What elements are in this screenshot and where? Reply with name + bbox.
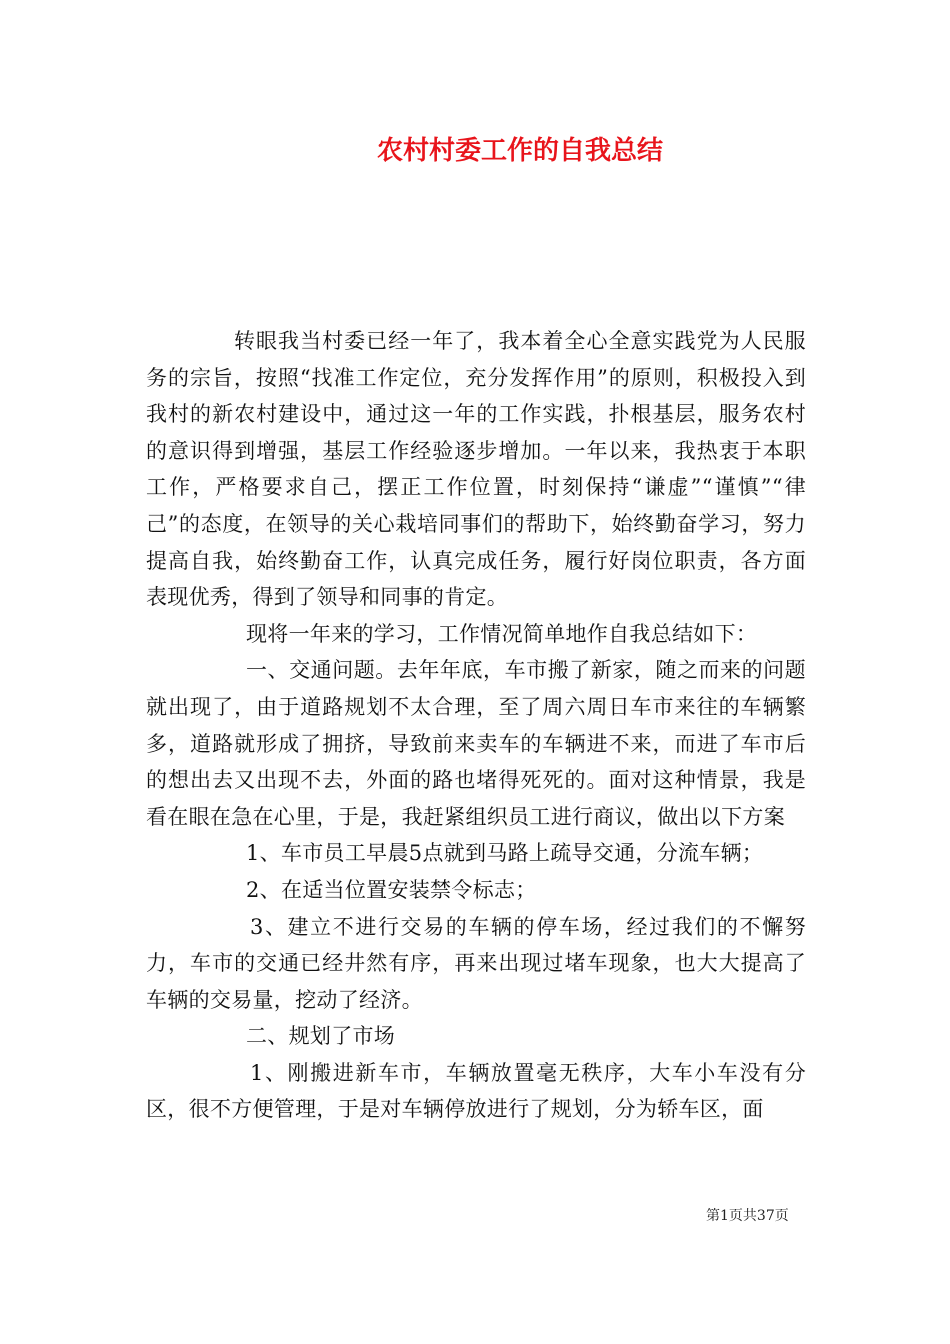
paragraph-summary-lead: 现将一年来的学习，工作情况简单地作自我总结如下： bbox=[246, 621, 758, 646]
document-body bbox=[146, 323, 806, 1128]
paragraph-traffic-issue: 一、交通问题。去年年底，车市搬了新家，随之而来的问题就出现了，由于道路规划不太合理，至了周六周日车市来往的车辆繁多，道路就形成了拥挤，导致前来卖车的车辆进不来，而进了车市后的想出去又出现不去，外面的路也堵得死死的。面对这种情景，我是看在眼在急在心里，于是，我赶紧组织员工进行商议，做出以下方案 bbox=[146, 658, 806, 829]
paragraph-plan-item-2: 2、在适当位置安装禁令标志； bbox=[246, 877, 537, 902]
page-number: 第1页共37页 bbox=[706, 1208, 789, 1224]
paragraph-section-two-heading: 二、规划了市场 bbox=[246, 1024, 396, 1049]
paragraph-market-item-1: 1、刚搬进新车市，车辆放置毫无秩序，大车小车没有分区，很不方便管理，于是对车辆停放进行了规划，分为轿车区，面 bbox=[146, 1060, 806, 1122]
paragraph-plan-item-3: 3、建立不进行交易的车辆的停车场，经过我们的不懈努力，车市的交通已经井然有序，再来出现过堵车现象，也大大提高了车辆的交易量，挖动了经济。 bbox=[146, 914, 806, 1012]
document-title: 农村村委工作的自我总结 bbox=[376, 136, 663, 166]
paragraph-plan-item-1: 1、车市员工早晨5点就到马路上疏导交通，分流车辆； bbox=[246, 841, 764, 866]
paragraph-intro: 转眼我当村委已经一年了，我本着全心全意实践党为人民服务的宗旨，按照“找准工作定位，充分发挥作用”的原则，积极投入到我村的新农村建设中，通过这一年的工作实践，扑根基层，服务农村的意识得到增强，基层工作经验逐步增加。一年以来，我热衷于本职工作，严格要求自己，摆正工作位置，时刻保持“谦虚”“谨慎”“律己”的态度，在领导的关心栽培同事们的帮助下，始终勤奋学习，努力提高自我，始终勤奋工作，认真完成任务，履行好岗位职责，各方面表现优秀，得到了领导和同事的肯定。 bbox=[146, 329, 806, 610]
